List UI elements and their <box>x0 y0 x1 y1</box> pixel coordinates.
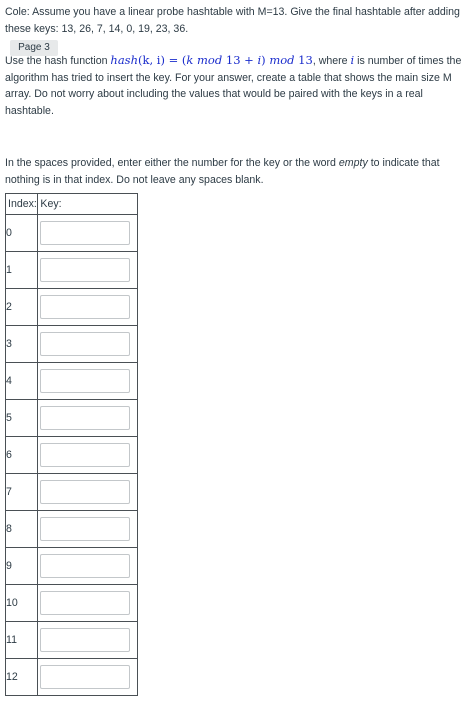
instr-empty-word: empty <box>338 157 368 169</box>
table-row <box>6 585 138 622</box>
index-cell: 0 <box>6 215 38 252</box>
table-row <box>6 215 138 252</box>
key-input-6[interactable] <box>40 443 130 467</box>
index-cell: 11 <box>6 622 38 659</box>
key-input-5[interactable] <box>40 406 130 430</box>
key-cell <box>38 363 138 400</box>
key-cell <box>38 326 138 363</box>
key-cell <box>38 659 138 696</box>
page-badge: Page 3 <box>10 40 58 56</box>
key-cell <box>38 548 138 585</box>
key-cell <box>38 252 138 289</box>
table-row <box>6 622 138 659</box>
table-row <box>6 659 138 696</box>
table-row <box>6 474 138 511</box>
question-intro: Cole: Assume you have a linear probe hashtable with M=13. Give the final hashtable after adding these keys: 13, 26, 7, 14, 0, 19, 23, 36. <box>5 6 460 35</box>
key-cell <box>38 474 138 511</box>
key-input-11[interactable] <box>40 628 130 652</box>
index-cell: 7 <box>6 474 38 511</box>
key-input-4[interactable] <box>40 369 130 393</box>
table-row <box>6 252 138 289</box>
table-row <box>6 437 138 474</box>
table-row <box>6 548 138 585</box>
key-input-0[interactable] <box>40 221 130 245</box>
table-header-row <box>6 194 138 215</box>
index-cell: 3 <box>6 326 38 363</box>
hash-prefix: Use the hash function <box>5 55 111 67</box>
table-row <box>6 363 138 400</box>
key-cell <box>38 215 138 252</box>
index-cell: 6 <box>6 437 38 474</box>
key-input-9[interactable] <box>40 554 130 578</box>
key-cell <box>38 511 138 548</box>
key-input-10[interactable] <box>40 591 130 615</box>
key-input-2[interactable] <box>40 295 130 319</box>
key-input-12[interactable] <box>40 665 130 689</box>
hashtable-answer-table <box>5 193 138 696</box>
index-cell: 12 <box>6 659 38 696</box>
key-input-1[interactable] <box>40 258 130 282</box>
key-cell <box>38 437 138 474</box>
hash-middle: , where <box>312 55 351 67</box>
hash-suffix: is number of times the algorithm has tried to insert the key. For your answer, create a table that shows the main size M array. Do not worry about including the values that would be paired with the keys in a real hashtable. <box>5 55 462 117</box>
key-cell <box>38 622 138 659</box>
key-cell <box>38 289 138 326</box>
header-index: Index: <box>6 194 38 215</box>
table-row <box>6 400 138 437</box>
index-cell: 5 <box>6 400 38 437</box>
key-input-8[interactable] <box>40 517 130 541</box>
table-row <box>6 326 138 363</box>
table-row <box>6 289 138 326</box>
index-cell: 9 <box>6 548 38 585</box>
index-cell: 4 <box>6 363 38 400</box>
key-cell <box>38 585 138 622</box>
key-input-7[interactable] <box>40 480 130 504</box>
table-row <box>6 511 138 548</box>
key-cell <box>38 400 138 437</box>
instructions: In the spaces provided, enter either the number for the key or the word empty to indicate that nothing is in that index. Do not leave any spaces blank. <box>5 157 440 186</box>
header-key: Key: <box>38 194 138 215</box>
hash-function-description <box>5 52 471 119</box>
index-cell: 10 <box>6 585 38 622</box>
index-cell: 8 <box>6 511 38 548</box>
hash-var-i: i <box>350 53 355 67</box>
key-input-3[interactable] <box>40 332 130 356</box>
index-cell: 2 <box>6 289 38 326</box>
index-cell: 1 <box>6 252 38 289</box>
hash-formula: hash(k, i) = (k mod 13 + i) mod 13 <box>110 53 313 67</box>
